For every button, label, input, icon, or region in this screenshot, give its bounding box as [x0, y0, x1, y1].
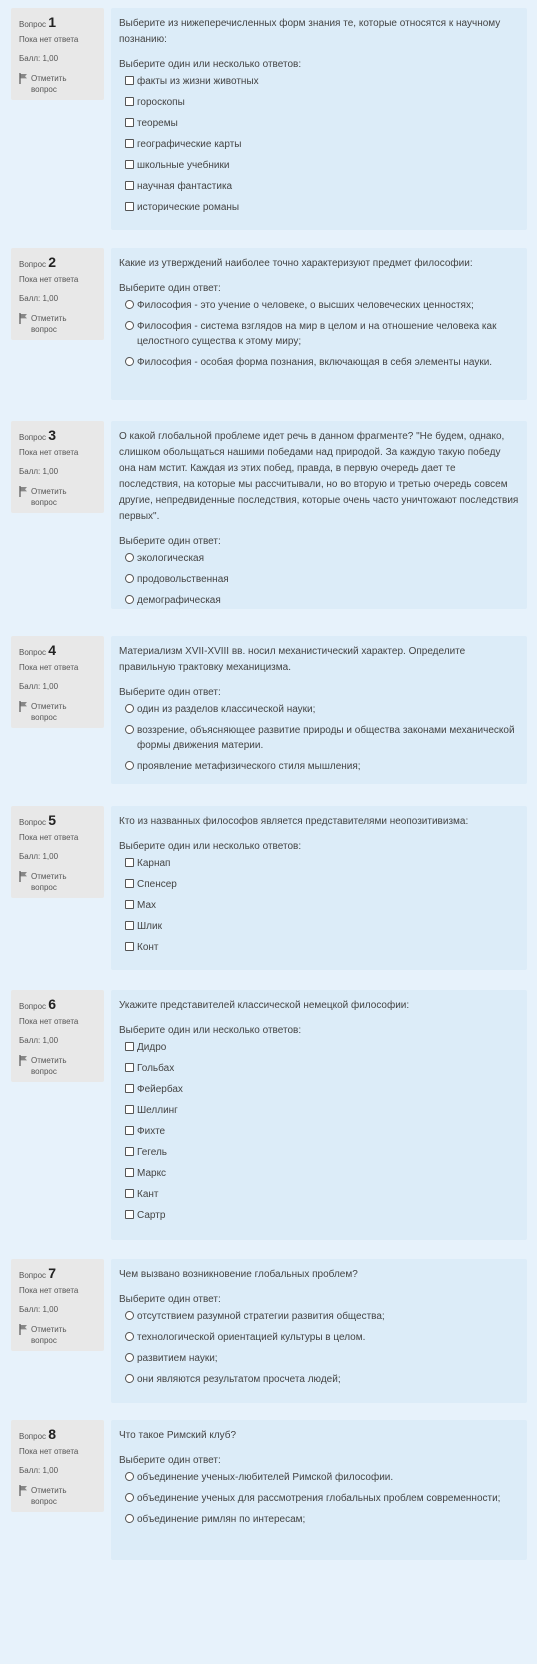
question-grade: Балл: 1,00 [19, 682, 59, 691]
answer-label: Гольбах [137, 1063, 175, 1074]
answer-prompt: Выберите один ответ: [119, 283, 221, 294]
answer-prompt: Выберите один ответ: [119, 1455, 221, 1466]
answer-list [119, 1470, 519, 1527]
checkbox[interactable] [125, 160, 134, 169]
answer-label: воззрение, объясняющее развитие природы и общества законами механической формы движения материи. [137, 725, 515, 751]
answer-label: Фихте [137, 1126, 166, 1137]
question-text: Какие из утверждений наиболее точно характеризуют предмет философии: [119, 258, 473, 269]
question-number-label: Вопрос 5 [19, 812, 57, 828]
answer-option[interactable] [119, 1309, 519, 1324]
checkbox[interactable] [125, 181, 134, 190]
answer-option[interactable] [119, 1145, 519, 1160]
answer-list [119, 702, 519, 774]
answer-prompt: Выберите один ответ: [119, 536, 221, 547]
checkbox[interactable] [125, 1084, 134, 1093]
answer-option[interactable] [119, 137, 519, 152]
answer-label: школьные учебники [137, 160, 230, 171]
radio-button[interactable] [125, 1472, 134, 1481]
question-number: 7 [48, 1265, 57, 1281]
radio-button[interactable] [125, 725, 134, 734]
question-info [11, 421, 104, 513]
flag-question-link[interactable]: Отметить вопрос [19, 73, 89, 95]
question-state: Пока нет ответа [19, 833, 79, 842]
answer-option[interactable] [119, 1512, 519, 1527]
answer-option[interactable] [119, 593, 519, 608]
question-content [111, 990, 527, 1240]
question-number-label: Вопрос 7 [19, 1265, 57, 1281]
question-grade: Балл: 1,00 [19, 1466, 59, 1475]
answer-option[interactable] [119, 1330, 519, 1345]
radio-button[interactable] [125, 704, 134, 713]
answer-label: Философия - это учение о человеке, о высших человеческих ценностях; [137, 300, 474, 311]
answer-option[interactable] [119, 1040, 519, 1055]
checkbox[interactable] [125, 1063, 134, 1072]
question-state: Пока нет ответа [19, 448, 79, 457]
question-number: 5 [48, 812, 57, 828]
flag-icon[interactable] [19, 1055, 28, 1069]
question-text: Что такое Римский клуб? [119, 1430, 237, 1441]
question-content [111, 806, 527, 970]
radio-button[interactable] [125, 300, 134, 309]
question-grade: Балл: 1,00 [19, 467, 59, 476]
answer-label: Сартр [137, 1210, 166, 1221]
answer-option[interactable] [119, 158, 519, 173]
question-text: Выберите из нижеперечисленных форм знания те, которые относятся к научному познанию: [119, 18, 501, 45]
checkbox[interactable] [125, 900, 134, 909]
answer-option[interactable] [119, 572, 519, 587]
answer-label: отсутствием разумной стратегии развития общества; [137, 1311, 385, 1322]
checkbox[interactable] [125, 1189, 134, 1198]
answer-label: объединение ученых-любителей Римской философии. [137, 1472, 394, 1483]
question-number-label: Вопрос 4 [19, 642, 57, 658]
answer-option[interactable] [119, 179, 519, 194]
answer-label: Фейербах [137, 1084, 183, 1095]
question-info [11, 990, 104, 1082]
flag-question-link[interactable]: Отметить вопрос [19, 313, 89, 335]
checkbox[interactable] [125, 879, 134, 888]
question-number-label: Вопрос 8 [19, 1426, 57, 1442]
question-text: Кто из названных философов является представителями неопозитивизма: [119, 816, 469, 827]
answer-option[interactable] [119, 1061, 519, 1076]
answer-label: продовольственная [137, 574, 229, 585]
question-content [111, 636, 527, 784]
answer-label: Дидро [137, 1042, 167, 1053]
answer-label: факты из жизни животных [137, 76, 259, 87]
question-state: Пока нет ответа [19, 35, 79, 44]
answer-option[interactable] [119, 1103, 519, 1118]
flag-question-link[interactable]: Отметить вопрос [19, 1324, 89, 1346]
radio-button[interactable] [125, 761, 134, 770]
answer-prompt: Выберите один или несколько ответов: [119, 59, 302, 70]
flag-icon[interactable] [19, 73, 28, 87]
question-state: Пока нет ответа [19, 1286, 79, 1295]
answer-label: исторические романы [137, 202, 240, 213]
question-number: 4 [48, 642, 57, 658]
answer-option[interactable] [119, 759, 519, 774]
radio-button[interactable] [125, 321, 134, 330]
question-info [11, 8, 104, 100]
checkbox[interactable] [125, 202, 134, 211]
answer-prompt: Выберите один ответ: [119, 687, 221, 698]
checkbox[interactable] [125, 1168, 134, 1177]
question-number-label: Вопрос 1 [19, 14, 57, 30]
answer-option[interactable] [119, 702, 519, 717]
question-number: 8 [48, 1426, 57, 1442]
answer-option[interactable] [119, 298, 519, 313]
question-content [111, 8, 527, 230]
radio-button[interactable] [125, 553, 134, 562]
answer-option[interactable] [119, 1124, 519, 1139]
question-state: Пока нет ответа [19, 1017, 79, 1026]
question-number-label: Вопрос 3 [19, 427, 57, 443]
question-grade: Балл: 1,00 [19, 1305, 59, 1314]
answer-list [119, 74, 519, 215]
answer-label: объединение ученых для рассмотрения глобальных проблем современности; [137, 1493, 501, 1504]
answer-label: развитием науки; [137, 1353, 218, 1364]
answer-label: Гегель [137, 1147, 168, 1158]
answer-option[interactable] [119, 355, 519, 370]
answer-option[interactable] [119, 200, 519, 215]
flag-icon[interactable] [19, 1324, 28, 1338]
flag-question-link[interactable]: Отметить вопрос [19, 701, 89, 723]
radio-button[interactable] [125, 357, 134, 366]
answer-label: Карнап [137, 858, 171, 869]
radio-button[interactable] [125, 1374, 134, 1383]
checkbox[interactable] [125, 1042, 134, 1051]
question-text: О какой глобальной проблеме идет речь в данном фрагменте? "Не будем, однако, слишком обольщаться нашими победами над природой. За каждую такую победу она нам мстит. Каждая из этих побед, правда, в первую очередь дает те последствия, на которые мы рассчитывали, но во вторую и третью очередь совсем другие, непредвиденные последствия, которые очень часто уничтожают последствия первых". [119, 431, 519, 522]
answer-option[interactable] [119, 898, 519, 913]
question-grade: Балл: 1,00 [19, 1036, 59, 1045]
answer-option[interactable] [119, 919, 519, 934]
answer-label: Кант [137, 1189, 159, 1200]
question-state: Пока нет ответа [19, 1447, 79, 1456]
answer-option[interactable] [119, 116, 519, 131]
flag-question-link[interactable]: Отметить вопрос [19, 1055, 89, 1077]
answer-label: экологическая [137, 553, 205, 564]
question-info [11, 806, 104, 898]
answer-option[interactable] [119, 1470, 519, 1485]
question-content [111, 421, 527, 609]
question-text: Укажите представителей классической немецкой философии: [119, 1000, 410, 1011]
answer-label: Шлик [137, 921, 162, 932]
answer-option[interactable] [119, 1372, 519, 1387]
answer-option[interactable] [119, 940, 519, 955]
checkbox[interactable] [125, 1105, 134, 1114]
answer-option[interactable] [119, 1187, 519, 1202]
checkbox[interactable] [125, 858, 134, 867]
answer-option[interactable] [119, 95, 519, 110]
question-number: 2 [48, 254, 57, 270]
radio-button[interactable] [125, 574, 134, 583]
question-number-label: Вопрос 2 [19, 254, 57, 270]
flag-question-link[interactable]: Отметить вопрос [19, 486, 89, 508]
question-grade: Балл: 1,00 [19, 54, 59, 63]
answer-list [119, 856, 519, 955]
answer-option[interactable] [119, 1166, 519, 1181]
answer-option[interactable] [119, 877, 519, 892]
radio-button[interactable] [125, 1332, 134, 1341]
answer-label: проявление метафизического стиля мышления; [137, 761, 361, 772]
radio-button[interactable] [125, 1353, 134, 1362]
answer-label: Конт [137, 942, 159, 953]
question-grade: Балл: 1,00 [19, 294, 59, 303]
checkbox[interactable] [125, 1210, 134, 1219]
checkbox[interactable] [125, 118, 134, 127]
radio-button[interactable] [125, 595, 134, 604]
flag-icon[interactable] [19, 701, 28, 715]
answer-label: демографическая [137, 595, 221, 606]
answer-label: Шеллинг [137, 1105, 178, 1116]
checkbox[interactable] [125, 97, 134, 106]
question-text: Чем вызвано возникновение глобальных проблем? [119, 1269, 358, 1280]
answer-list [119, 1040, 519, 1223]
question-grade: Балл: 1,00 [19, 852, 59, 861]
answer-option[interactable] [119, 1491, 519, 1506]
radio-button[interactable] [125, 1493, 134, 1502]
answer-option[interactable] [119, 723, 519, 753]
question-state: Пока нет ответа [19, 275, 79, 284]
answer-label: гороскопы [137, 97, 185, 108]
question-number: 6 [48, 996, 57, 1012]
checkbox[interactable] [125, 1147, 134, 1156]
answer-label: теоремы [137, 118, 178, 129]
answer-label: Маркс [137, 1168, 167, 1179]
question-number: 3 [48, 427, 57, 443]
answer-label: один из разделов классической науки; [137, 704, 316, 715]
answer-list [119, 551, 519, 608]
answer-prompt: Выберите один или несколько ответов: [119, 841, 302, 852]
answer-label: научная фантастика [137, 181, 233, 192]
answer-label: технологической ориентацией культуры в целом. [137, 1332, 366, 1343]
answer-option[interactable] [119, 1082, 519, 1097]
flag-question-link[interactable]: Отметить вопрос [19, 871, 89, 893]
checkbox[interactable] [125, 76, 134, 85]
answer-list [119, 1309, 519, 1387]
checkbox[interactable] [125, 921, 134, 930]
question-number-label: Вопрос 6 [19, 996, 57, 1012]
checkbox[interactable] [125, 942, 134, 951]
answer-label: объединение римлян по интересам; [137, 1514, 306, 1525]
answer-option[interactable] [119, 74, 519, 89]
answer-option[interactable] [119, 856, 519, 871]
answer-option[interactable] [119, 319, 519, 349]
question-info [11, 1259, 104, 1351]
checkbox[interactable] [125, 1126, 134, 1135]
answer-prompt: Выберите один ответ: [119, 1294, 221, 1305]
question-state: Пока нет ответа [19, 663, 79, 672]
answer-label: они являются результатом просчета людей; [137, 1374, 341, 1385]
checkbox[interactable] [125, 139, 134, 148]
flag-question-link[interactable]: Отметить вопрос [19, 1485, 89, 1507]
question-content [111, 1259, 527, 1403]
flag-icon[interactable] [19, 313, 28, 327]
question-info [11, 248, 104, 340]
question-info [11, 636, 104, 728]
question-content [111, 248, 527, 400]
answer-prompt: Выберите один или несколько ответов: [119, 1025, 302, 1036]
flag-icon[interactable] [19, 486, 28, 500]
flag-icon[interactable] [19, 871, 28, 885]
answer-label: Мах [137, 900, 157, 911]
flag-icon[interactable] [19, 1485, 28, 1499]
answer-option[interactable] [119, 1351, 519, 1366]
answer-label: географические карты [137, 139, 242, 150]
answer-label: Философия - особая форма познания, включающая в себя элементы науки. [137, 357, 493, 368]
answer-label: Спенсер [137, 879, 177, 890]
answer-list [119, 298, 519, 370]
answer-label: Философия - система взглядов на мир в целом и на отношение человека как целостного существа к этому миру; [137, 321, 497, 347]
radio-button[interactable] [125, 1514, 134, 1523]
radio-button[interactable] [125, 1311, 134, 1320]
question-text: Материализм XVII-XVIII вв. носил механистический характер. Определите правильную трактовку механицизма. [119, 646, 466, 673]
answer-option[interactable] [119, 1208, 519, 1223]
question-content [111, 1420, 527, 1560]
answer-option[interactable] [119, 551, 519, 566]
question-number: 1 [48, 14, 57, 30]
question-info [11, 1420, 104, 1512]
